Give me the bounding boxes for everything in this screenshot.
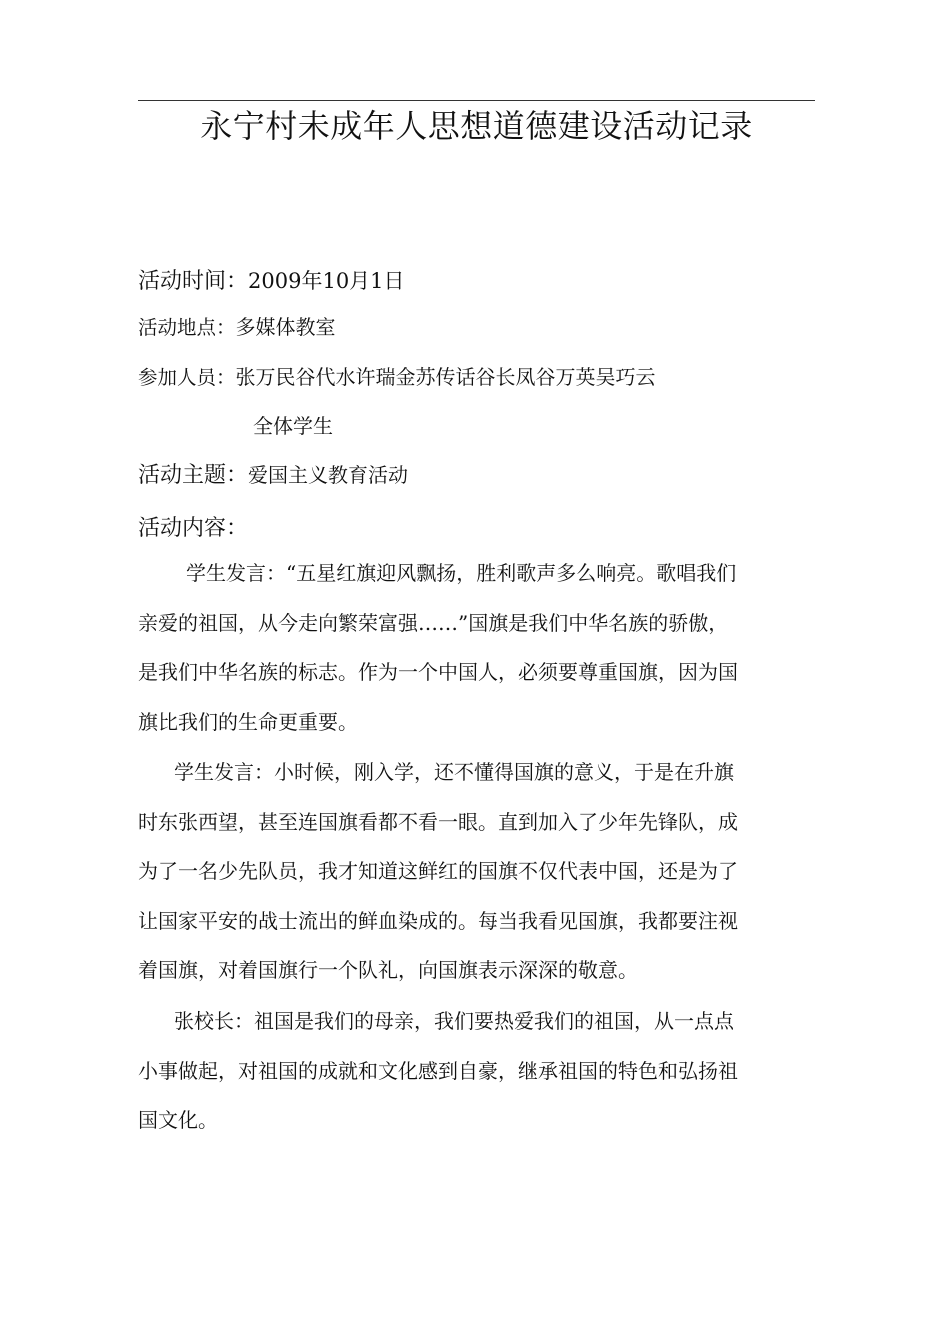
field-activity-content: 活动内容： — [138, 516, 249, 541]
paragraph-line: 时东张西望，甚至连国旗看都不看一眼。直到加入了少年先锋队，成 — [138, 809, 738, 834]
content-paragraph-3 — [138, 997, 810, 1146]
field-value-participants: 张万民谷代水许瑞金苏传话谷长凤谷万英吴巧云 — [235, 365, 656, 389]
document-title: 永宁村未成年人思想道德建设活动记录 — [200, 107, 753, 145]
field-participants-extra: 全体学生 — [253, 414, 333, 438]
content-paragraph-1 — [138, 549, 810, 747]
paragraph-line: 张校长：祖国是我们的母亲，我们要热爱我们的祖国，从一点点 — [174, 1009, 734, 1033]
field-activity-place — [138, 312, 336, 343]
field-label-theme: 活动主题： — [138, 463, 249, 488]
paragraph-line: 亲爱的祖国，从今走向繁荣富强……”国旗是我们中华名族的骄傲， — [138, 610, 729, 635]
field-label-place: 活动地点： — [138, 316, 236, 339]
field-participants — [138, 362, 656, 393]
field-label-participants: 参加人员： — [138, 366, 236, 389]
header-rule — [138, 100, 815, 101]
paragraph-line: 让国家平安的战士流出的鲜血染成的。每当我看见国旗，我都要注视 — [138, 908, 738, 933]
paragraph-line: 国文化。 — [138, 1108, 218, 1132]
field-label-time: 活动时间： — [138, 269, 249, 294]
paragraph-line: 旗比我们的生命更重要。 — [138, 709, 358, 734]
paragraph-line: 学生发言：“五星红旗迎风飘扬，胜利歌声多么响亮。歌唱我们 — [186, 561, 737, 585]
field-value-theme: 爱国主义教育活动 — [248, 463, 409, 487]
content-paragraph-2 — [138, 748, 810, 996]
field-value-place: 多媒体教室 — [235, 315, 336, 339]
paragraph-line: 是我们中华名族的标志。作为一个中国人，必须要尊重国旗，因为国 — [138, 660, 738, 684]
field-value-time: 2009年10月1日 — [248, 269, 405, 293]
paragraph-line: 为了一名少先队员，我才知道这鲜红的国旗不仅代表中国，还是为了 — [138, 859, 738, 883]
paragraph-line: 着国旗，对着国旗行一个队礼，向国旗表示深深的敬意。 — [138, 958, 638, 982]
paragraph-line: 学生发言：小时候，刚入学，还不懂得国旗的意义，于是在升旗 — [174, 760, 734, 784]
field-activity-time — [138, 266, 405, 297]
field-activity-theme — [138, 460, 408, 491]
paragraph-line: 小事做起，对祖国的成就和文化感到自豪，继承祖国的特色和弘扬祖 — [138, 1058, 738, 1083]
